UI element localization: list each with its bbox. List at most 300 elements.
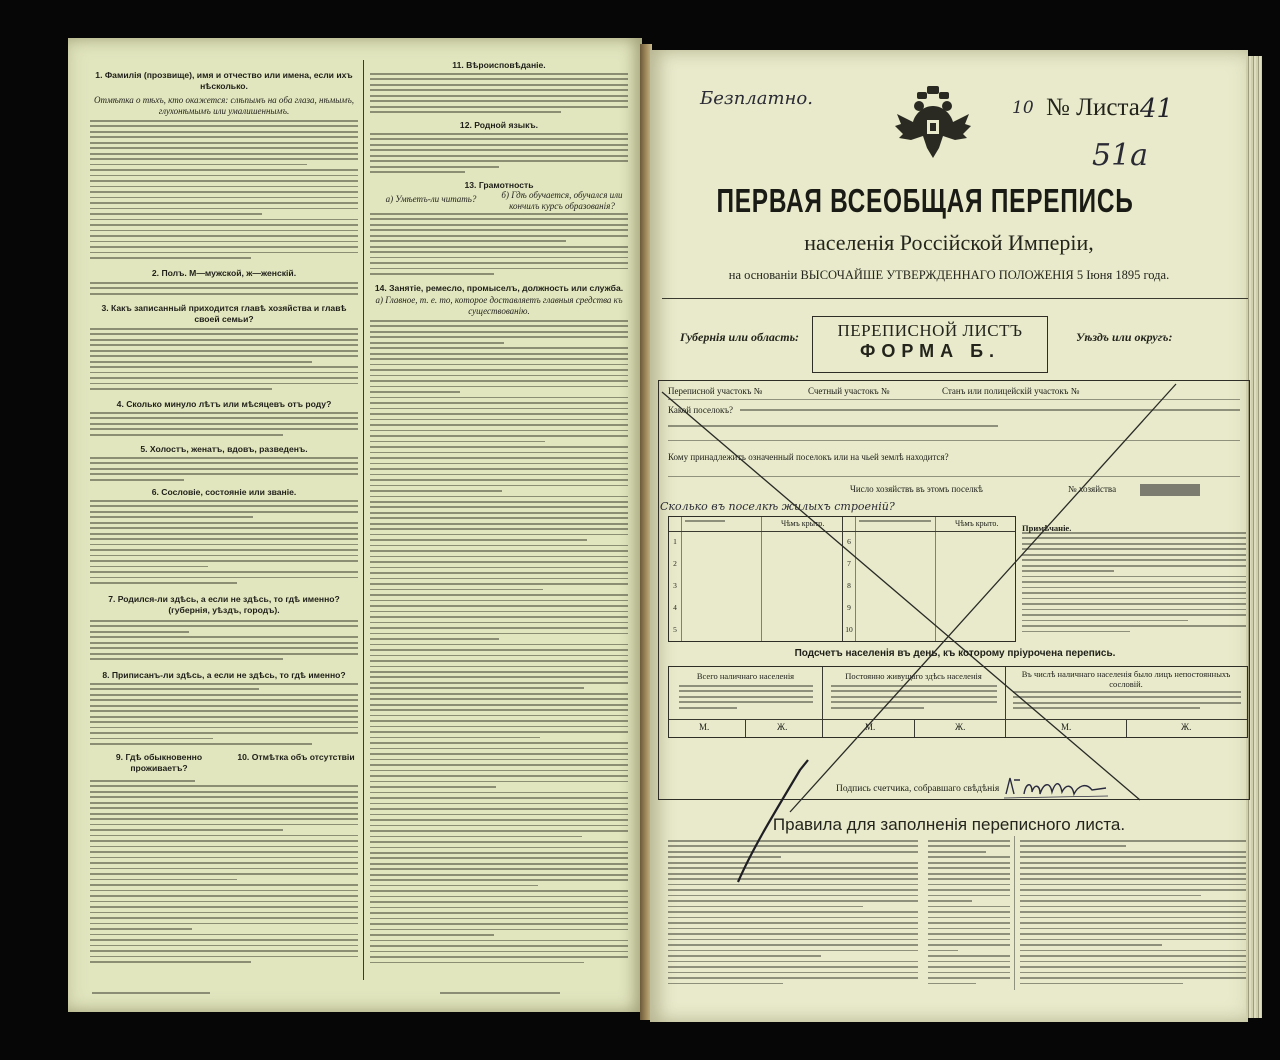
text-line [90, 917, 358, 919]
text-line [90, 620, 358, 622]
pop-nonpermanent-header: Въ числѣ наличнаго населенія было лицъ непостоянныхъ сословій. [1021, 669, 1231, 689]
text-line [90, 246, 358, 248]
body-text-lines [370, 213, 628, 281]
text-line [370, 166, 499, 168]
text-line [90, 544, 358, 546]
census-subtitle: населенія Россійской Имперіи, [804, 230, 1094, 255]
text-line [370, 138, 628, 140]
text-line [370, 660, 628, 662]
text-line [928, 944, 1010, 946]
text-line [90, 647, 358, 649]
text-line [370, 709, 628, 711]
text-line [370, 523, 628, 525]
text-line [370, 649, 628, 651]
heading-surname: 1. Фамилія (прозвище), имя и отчество или имена, если ихъ нѣсколько. [95, 70, 353, 91]
text-line [928, 851, 986, 853]
text-line [90, 158, 358, 160]
text-line [90, 683, 358, 685]
heading-age: 4. Сколько минуло лѣтъ или мѣсяцевъ отъ роду? [116, 399, 332, 409]
text-line [370, 358, 628, 360]
text-line [1022, 554, 1246, 556]
body-text-lines [370, 133, 628, 178]
text-line [1020, 911, 1246, 913]
text-line [1022, 587, 1246, 589]
text-line [1020, 928, 1246, 930]
body-text-lines [90, 457, 358, 485]
text-line [370, 375, 628, 377]
text-line [1020, 884, 1246, 886]
households-question: Число хозяйствъ въ этомъ поселкѣ [850, 484, 983, 494]
population-table [668, 666, 1248, 738]
text-line [90, 743, 312, 745]
text-line [370, 912, 628, 914]
text-line [1022, 609, 1246, 611]
text-line [90, 699, 358, 701]
text-line [370, 561, 628, 563]
text-line [370, 879, 628, 881]
text-line [370, 402, 628, 404]
text-line [1020, 895, 1201, 897]
text-line [370, 622, 628, 624]
text-line [928, 840, 1010, 842]
text-line [90, 560, 358, 562]
heading-relation: 3. Какъ записанный приходится главѣ хозяйства и главѣ своей семьи? [101, 303, 347, 324]
text-line [370, 923, 628, 925]
text-line [370, 517, 628, 519]
text-line [90, 235, 358, 237]
heading-disability-note: Отмѣтка о тѣхъ, кто окажется: слѣпымъ на оба глаза, нѣмымъ, глухонѣмымъ или умалишеннымъ. [93, 95, 355, 116]
text-line [370, 391, 460, 393]
text-line [685, 520, 725, 522]
form-rule [668, 399, 1240, 400]
text-line [370, 890, 628, 892]
text-line [370, 803, 628, 805]
form-title-box [812, 316, 1048, 373]
text-line [1022, 537, 1246, 539]
text-line [90, 945, 358, 947]
population-heading: Подсчетъ населенія въ день, къ которому пріурочена перепись. [794, 648, 1116, 659]
text-line [370, 918, 628, 920]
text-line [90, 571, 358, 573]
text-line [90, 862, 358, 864]
text-line [90, 868, 358, 870]
text-line [90, 835, 358, 837]
text-line [370, 369, 628, 371]
text-line [668, 867, 918, 869]
text-line [90, 796, 358, 798]
text-line [370, 600, 628, 602]
text-line [679, 696, 813, 698]
text-line [90, 462, 358, 464]
text-line [370, 364, 628, 366]
material-header-lines [859, 520, 931, 528]
text-line [90, 522, 358, 524]
text-line [90, 533, 358, 535]
text-line [370, 748, 628, 750]
text-line [370, 720, 628, 722]
text-line [370, 171, 465, 173]
text-line [1020, 944, 1162, 946]
text-line [90, 791, 358, 793]
text-line [370, 868, 628, 870]
text-line [370, 144, 628, 146]
text-line [90, 479, 184, 481]
text-line [370, 857, 628, 859]
text-line [370, 556, 628, 558]
text-line [370, 682, 628, 684]
text-line [370, 496, 628, 498]
text-line [668, 840, 918, 842]
text-line [90, 721, 358, 723]
text-line [1020, 900, 1246, 902]
text-line [1022, 570, 1114, 572]
text-line [370, 726, 628, 728]
text-line [90, 366, 358, 368]
text-line [370, 463, 628, 465]
text-line [370, 534, 628, 536]
text-line [370, 578, 628, 580]
text-line [668, 944, 918, 946]
text-line [370, 731, 628, 733]
district-label: Уѣздъ или округъ: [1076, 330, 1173, 344]
text-line [370, 676, 628, 678]
roof-header: Чѣмъ крыто. [955, 519, 999, 528]
text-line [370, 235, 628, 237]
text-line [90, 230, 358, 232]
text-line [1020, 862, 1246, 864]
text-line [90, 901, 358, 903]
text-line [90, 694, 358, 696]
table-col-rule [855, 517, 856, 641]
text-line [90, 142, 358, 144]
text-line [370, 940, 628, 942]
text-line [90, 636, 358, 638]
text-line [370, 229, 628, 231]
pop-total-header: Всего наличнаго населенія [696, 671, 795, 681]
text-line [928, 928, 1010, 930]
text-line [1020, 983, 1183, 985]
text-line [370, 775, 628, 777]
text-line [370, 111, 561, 113]
form-title: ПЕРЕПИСНОЙ ЛИСТЪ [837, 321, 1023, 340]
row-number: 5 [673, 625, 677, 634]
row-number: 10 [845, 625, 853, 634]
text-line [90, 417, 358, 419]
heading-marital: 5. Холостъ, женатъ, вдовъ, разведенъ. [140, 444, 308, 454]
text-line [668, 873, 918, 875]
female-label: Ж. [1181, 722, 1192, 732]
text-line [370, 155, 628, 157]
body-text-lines [370, 73, 628, 118]
text-line [668, 845, 918, 847]
text-line [1022, 614, 1246, 616]
text-line [928, 889, 1010, 891]
text-line [370, 133, 628, 135]
text-line [90, 738, 213, 740]
note-text-lines [1022, 532, 1246, 638]
text-line [928, 966, 1010, 968]
text-line [370, 863, 628, 865]
text-line [928, 983, 976, 985]
heading-main-occupation: а) Главное, т. е. то, которое доставляетъ главныя средства къ существованію. [375, 295, 623, 316]
text-line [370, 644, 628, 646]
text-line [90, 197, 358, 199]
text-line [90, 125, 358, 127]
text-line [668, 425, 998, 427]
rules-divider [1014, 836, 1015, 990]
text-line [370, 638, 499, 640]
text-line [1020, 961, 1246, 963]
text-line [668, 966, 918, 968]
text-line [928, 911, 1010, 913]
text-line [679, 685, 813, 687]
text-line [370, 830, 628, 832]
female-label: Ж. [777, 722, 788, 732]
text-line [1020, 845, 1126, 847]
text-line [370, 528, 628, 530]
heading-native-language: 12. Родной языкъ. [459, 120, 539, 130]
text-line [370, 847, 628, 849]
text-line [90, 577, 358, 579]
text-line [370, 956, 628, 958]
text-line [90, 780, 195, 782]
text-line [90, 928, 192, 930]
heading-registration: 8. Приписанъ-ли здѣсь, а если не здѣсь, то гдѣ именно? [102, 670, 346, 680]
text-line [1022, 592, 1246, 594]
text-line [668, 884, 918, 886]
text-line [370, 331, 628, 333]
text-line [370, 819, 628, 821]
material-header-lines [685, 520, 757, 528]
heading-estate: 6. Сословіе, состояніе или званіе. [151, 487, 297, 497]
text-line [370, 408, 628, 410]
text-line [1022, 543, 1246, 545]
text-line [668, 878, 918, 880]
household-number-label: № хозяйства [1068, 484, 1117, 494]
text-line [370, 896, 628, 898]
text-line [370, 457, 628, 459]
text-line [370, 589, 543, 591]
text-line [90, 388, 272, 390]
text-line [831, 685, 997, 687]
text-line [679, 701, 813, 703]
text-line [668, 922, 918, 924]
table-col-rule [745, 719, 746, 737]
text-line [928, 939, 1010, 941]
roof-header: Чѣмъ крыто. [781, 519, 825, 528]
handwritten-code: 51а [1092, 138, 1149, 173]
text-line [1013, 691, 1241, 693]
text-line [370, 251, 628, 253]
text-line [831, 696, 997, 698]
text-line [1020, 950, 1246, 952]
text-line [90, 516, 253, 518]
text-line [90, 625, 358, 627]
text-line [679, 690, 813, 692]
text-line [370, 770, 628, 772]
text-line [1020, 878, 1246, 880]
text-line [370, 149, 628, 151]
text-line [370, 320, 628, 322]
text-line [370, 627, 628, 629]
text-line [90, 202, 358, 204]
text-line [90, 895, 358, 897]
text-line [90, 829, 283, 831]
text-line [370, 106, 628, 108]
text-line [668, 895, 918, 897]
text-line [90, 328, 358, 330]
text-line [90, 934, 358, 936]
text-line [668, 955, 821, 957]
text-line [370, 246, 628, 248]
text-line [90, 511, 358, 513]
text-line [370, 512, 628, 514]
text-line [1022, 548, 1246, 550]
text-line [1013, 707, 1200, 709]
text-line [1020, 939, 1246, 941]
body-text-lines [370, 320, 628, 970]
text-line [1020, 933, 1246, 935]
text-line [370, 583, 628, 585]
text-line [90, 423, 358, 425]
text-line [1022, 631, 1130, 633]
text-line [370, 100, 628, 102]
table-col-rule [914, 719, 915, 737]
heading-occupation: 14. Занятіе, ремесло, промыселъ, должность или служба. [374, 283, 624, 293]
owner-question: Кому принадлежитъ означенный поселокъ или на чьей землѣ находится? [668, 452, 949, 462]
printer-footer [92, 992, 210, 996]
text-line [668, 911, 918, 913]
column-divider [363, 60, 364, 980]
text-line [370, 268, 628, 270]
text-line [831, 701, 997, 703]
text-line [928, 900, 972, 902]
text-line [928, 895, 1010, 897]
text-line [859, 520, 931, 522]
text-line [1013, 696, 1241, 698]
text-line [370, 841, 628, 843]
text-line [370, 262, 628, 264]
imperial-eagle-icon [893, 84, 973, 162]
body-text-lines [90, 412, 358, 442]
text-line [668, 889, 918, 891]
text-line [90, 383, 358, 385]
table-col-rule [681, 517, 682, 641]
text-line [370, 353, 628, 355]
body-text-lines [90, 328, 358, 396]
text-line [90, 169, 358, 171]
text-line [668, 977, 918, 979]
text-line [370, 594, 628, 596]
text-line [90, 566, 208, 568]
text-line [668, 939, 918, 941]
table-col-rule [1126, 719, 1127, 737]
male-label: М. [1061, 722, 1072, 732]
heading-education: б) Гдѣ обучается, обучался или кончилъ курсъ образованія? [501, 190, 623, 211]
text-line [928, 856, 1010, 858]
buildings-question: Сколько въ поселкѣ жилыхъ строеній? [660, 500, 895, 513]
text-line [1022, 598, 1246, 600]
row-number: 3 [673, 581, 677, 590]
text-line [90, 642, 358, 644]
table-row-rule [669, 719, 1247, 720]
text-line [370, 336, 628, 338]
text-line [370, 666, 628, 668]
province-label: Губернія или область: [680, 330, 800, 344]
text-line [928, 884, 1010, 886]
male-label: М. [699, 722, 710, 732]
text-line [90, 785, 358, 787]
text-line [90, 879, 237, 881]
text-line [928, 867, 1010, 869]
text-line [668, 933, 918, 935]
text-line [90, 191, 358, 193]
text-line [370, 605, 628, 607]
census-area-label: Переписной участокъ № [668, 386, 763, 396]
text-line [370, 698, 628, 700]
text-line [370, 545, 628, 547]
text-line [928, 972, 1010, 974]
body-text-lines [90, 500, 358, 592]
text-line [928, 977, 1010, 979]
text-line [90, 257, 251, 259]
text-line [90, 361, 312, 363]
text-line [370, 413, 628, 415]
text-line [1022, 620, 1188, 622]
text-line [1020, 955, 1246, 957]
text-line [1020, 966, 1246, 968]
row-number: 4 [673, 603, 677, 612]
settlement-question: Какой поселокъ? [668, 405, 734, 415]
text-line [90, 147, 358, 149]
text-line [370, 479, 628, 481]
text-line [370, 240, 566, 242]
text-line [90, 950, 358, 952]
text-line [1022, 581, 1246, 583]
text-line [370, 490, 502, 492]
female-label: Ж. [955, 722, 966, 732]
text-line [370, 737, 540, 739]
text-line [1020, 873, 1246, 875]
text-line [370, 929, 628, 931]
text-line [370, 611, 628, 613]
text-line [370, 435, 628, 437]
text-line [1020, 867, 1246, 869]
text-line [92, 992, 210, 994]
text-line [370, 567, 628, 569]
enumerator-signature-icon [1002, 772, 1112, 802]
text-line [370, 962, 584, 964]
text-line [370, 474, 628, 476]
text-line [90, 282, 358, 284]
text-line [90, 710, 358, 712]
text-line [928, 878, 1010, 880]
text-line [928, 845, 1010, 847]
sheet-number: 41 [1140, 94, 1174, 124]
text-line [90, 219, 358, 221]
settlement-hint-lines [668, 425, 998, 429]
text-line [668, 950, 918, 952]
text-line [90, 824, 358, 826]
text-line [90, 186, 358, 188]
text-line [90, 131, 358, 133]
text-line [1022, 576, 1246, 578]
text-line [1020, 840, 1246, 842]
text-line [90, 473, 358, 475]
text-line [370, 501, 628, 503]
text-line [370, 885, 538, 887]
text-line [1022, 565, 1246, 567]
